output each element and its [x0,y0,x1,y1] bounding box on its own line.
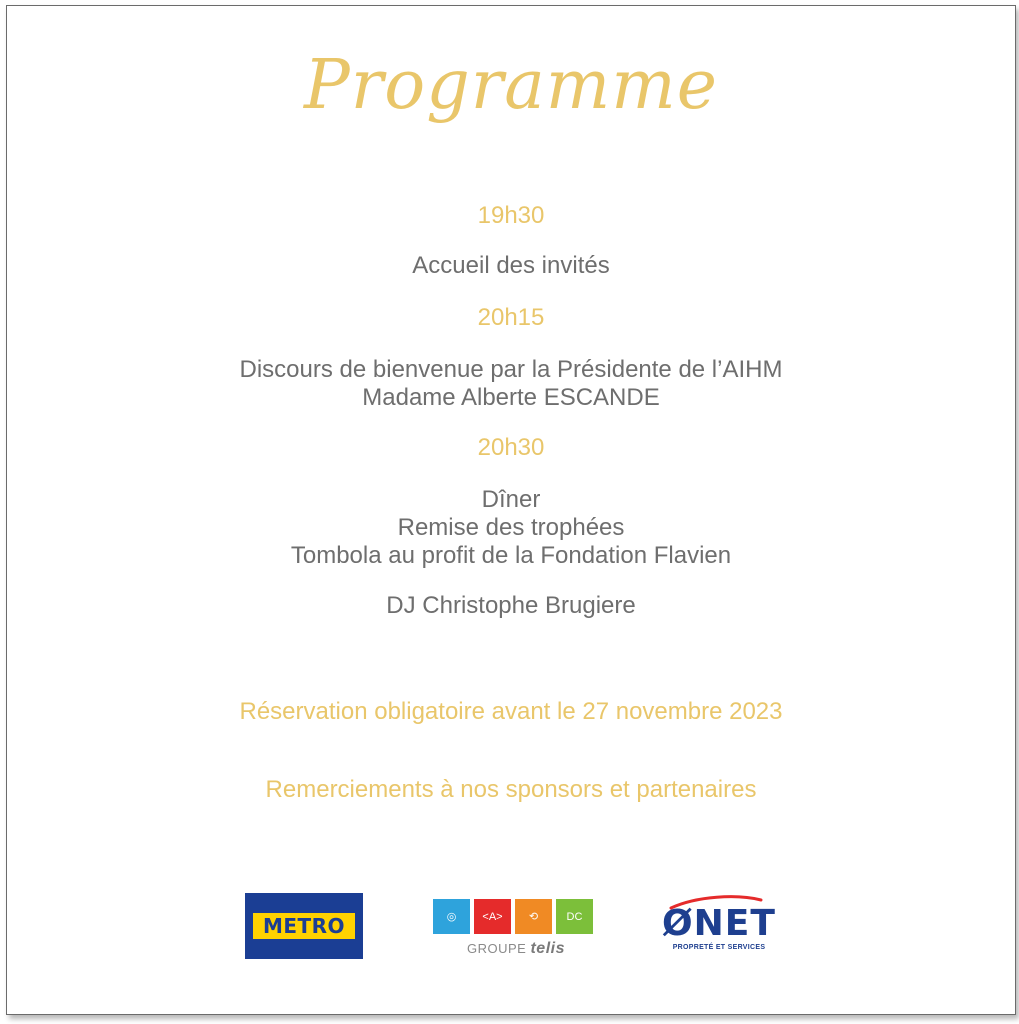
onet-logo-text: ØNET [662,903,776,944]
telis-squares [433,899,599,934]
metro-logo-text: METRO [253,913,355,939]
onet-swoosh-icon [657,894,781,910]
telis-caption [433,940,599,958]
programme-card [6,5,1016,1015]
time-3: 20h30 [477,434,545,461]
groupe-telis-logo [433,899,599,967]
dj-line: DJ Christophe Brugiere [386,592,636,619]
telis-name-text: telis [530,940,565,957]
page-title: Programme [304,46,718,125]
metro-logo [245,893,363,959]
event-2-line-1: Discours de bienvenue par la Présidente de l’AIHM [239,356,783,383]
telis-square-4: DC [556,899,593,934]
time-2: 20h15 [477,304,545,331]
event-3-line-1: Dîner [481,486,541,513]
event-1 [7,252,1015,280]
sponsors-thanks: Remerciements à nos sponsors et partenaires [265,776,757,803]
event-1-line-1: Accueil des invités [412,252,610,279]
telis-groupe-text: GROUPE [467,941,527,956]
time-1: 19h30 [477,202,545,229]
event-3 [7,486,1015,570]
event-3-line-3: Tombola au profit de la Fondation Flavien [290,542,732,569]
telis-square-3: ⟲ [515,899,552,934]
event-2-line-2: Madame Alberte ESCANDE [362,384,660,411]
telis-square-2: <A> [474,899,511,934]
onet-tagline: PROPRETÉ ET SERVICES [672,944,766,951]
event-2 [7,356,1015,412]
reservation-notice: Réservation obligatoire avant le 27 novembre 2023 [239,698,783,725]
onet-logo [657,894,781,964]
telis-square-1: ◎ [433,899,470,934]
event-3-line-2: Remise des trophées [397,514,625,541]
